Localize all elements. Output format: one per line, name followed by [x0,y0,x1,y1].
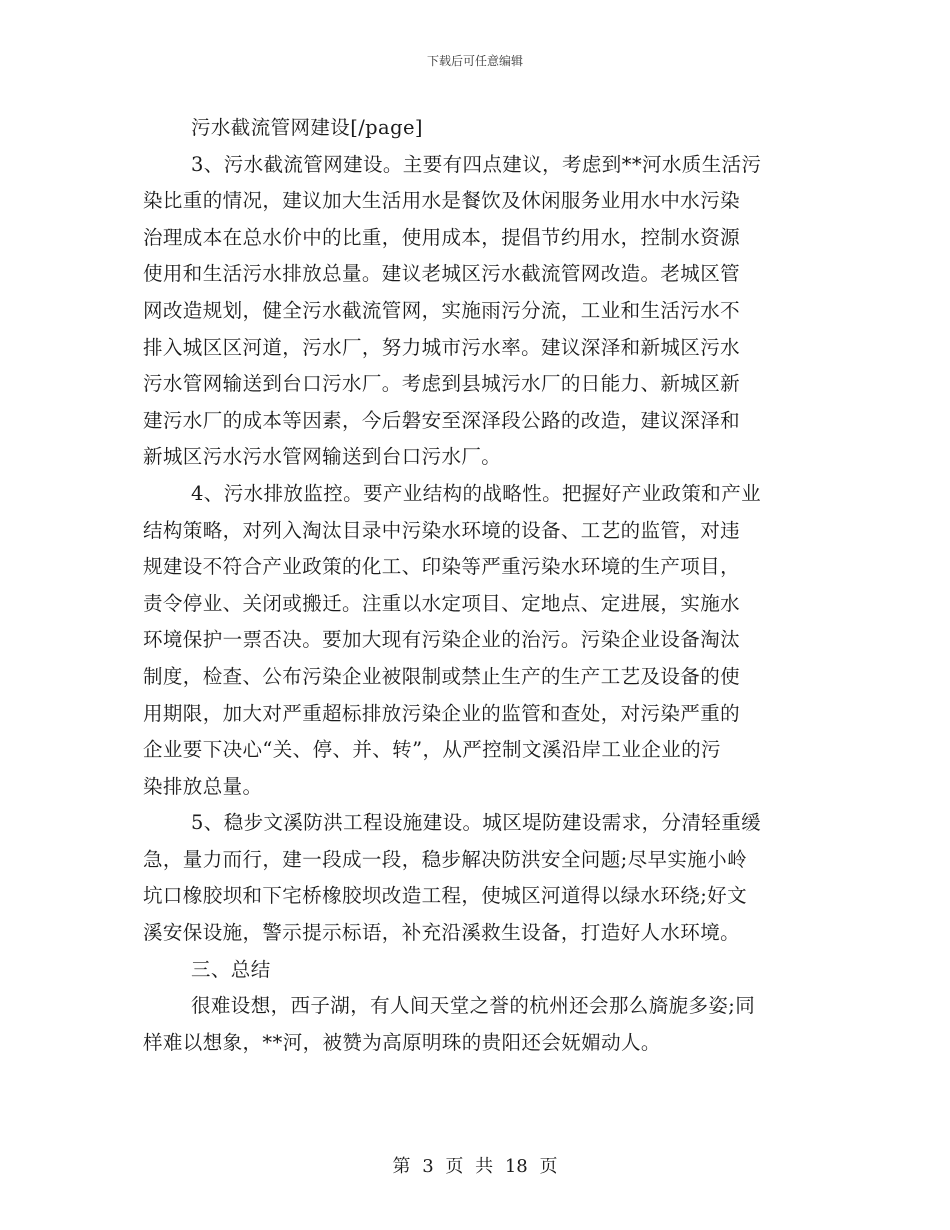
page-number-footer: 第 3 页 共 18 页 [392,1156,558,1177]
text-line: 溪安保设施，警示提示标语，补充沿溪救生设备，打造好人水环境。 [143,921,741,945]
text-line: 责令停业、关闭或搬迁。注重以水定项目、定地点、定进展，实施水 [143,591,741,615]
text-line: 用期限，加大对严重超标排放污染企业的监管和查处，对污染严重的 [143,701,741,725]
text-line: 环境保护一票否决。要加大现有污染企业的治污。污染企业设备淘汰 [143,628,741,652]
text-line: 新城区污水污水管网输送到台口污水厂。 [143,445,502,469]
text-line: 网改造规划，健全污水截流管网，实施雨污分流，工业和生活污水不 [143,298,741,322]
page-header-note: 下载后可任意编辑 [426,54,523,68]
text-line: 使用和生活污水排放总量。建议老城区污水截流管网改造。老城区管 [143,262,741,286]
text-line: 很难设想，西子湖，有人间天堂之誉的杭州还会那么旖旎多姿;同 [191,994,756,1018]
text-line: 企业要下决心“关、停、并、转”，从严控制文溪沿岸工业企业的污 [143,738,721,762]
text-line: 制度，检查、公布污染企业被限制或禁止生产的生产工艺及设备的使 [143,664,741,688]
text-line: 3、污水截流管网建设。主要有四点建议，考虑到**河水质生活污 [191,152,762,176]
text-line: 建污水厂的成本等因素，今后磐安至深泽段公路的改造，建议深泽和 [143,408,741,432]
text-line: 三、总结 [191,957,271,981]
text-line: 结构策略，对列入淘汰目录中污染水环境的设备、工艺的监管，对违 [143,518,741,542]
text-line: 染比重的情况，建议加大生活用水是餐饮及休闲服务业用水中水污染 [143,189,741,213]
document-body [143,110,808,1061]
text-line: 染排放总量。 [143,774,263,798]
text-line: 5、稳步文溪防洪工程设施建设。城区堤防建设需求，分清轻重缓 [191,811,762,835]
text-line: 污水截流管网建设[/page] [191,116,423,139]
text-line: 污水管网输送到台口污水厂。考虑到县城污水厂的日能力、新城区新 [143,372,741,396]
text-line: 急，量力而行，建一段成一段，稳步解决防洪安全问题;尽早实施小岭 [143,847,747,871]
text-line: 4、污水排放监控。要产业结构的战略性。把握好产业政策和产业 [191,481,762,505]
text-line: 治理成本在总水价中的比重，使用成本，提倡节约用水，控制水资源 [143,225,741,249]
text-line: 排入城区区河道，污水厂，努力城市污水率。建议深泽和新城区污水 [143,335,741,359]
text-line: 规建设不符合产业政策的化工、印染等严重污染水环境的生产项目， [143,555,741,579]
text-line: 坑口橡胶坝和下宅桥橡胶坝改造工程，使城区河道得以绿水环绕;好文 [143,884,747,908]
text-line: 样难以想象，**河，被赞为高原明珠的贵阳还会妩媚动人。 [143,1030,661,1054]
